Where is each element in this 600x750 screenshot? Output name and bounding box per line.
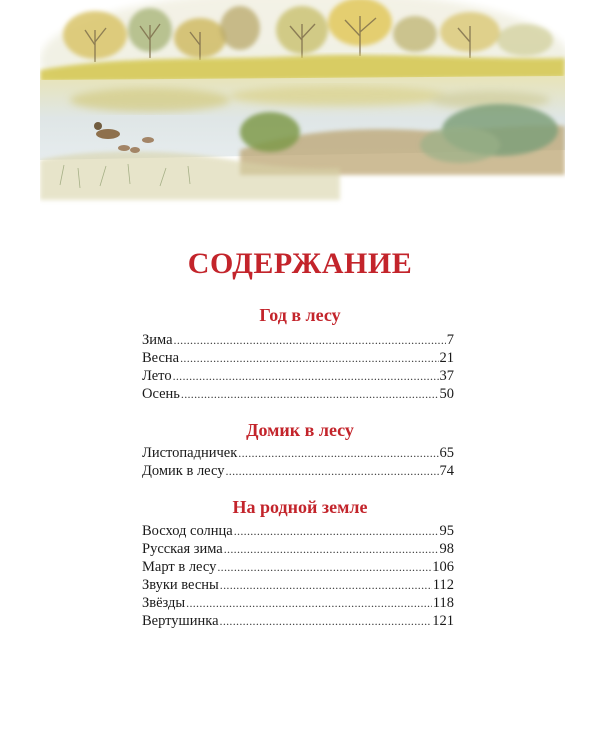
toc-entry-page: 65 <box>439 445 454 461</box>
toc-entry[interactable] <box>142 576 454 594</box>
lake-illustration <box>40 0 565 210</box>
dot-leader <box>238 444 438 462</box>
toc-section-1 <box>142 331 454 403</box>
toc-entry[interactable] <box>142 540 454 558</box>
toc-entry-label: Домик в лесу <box>142 463 225 479</box>
dot-leader <box>173 367 439 385</box>
toc-entry-label: Март в лесу <box>142 559 217 575</box>
toc-entry-label: Весна <box>142 350 180 366</box>
toc-entry[interactable] <box>142 612 454 630</box>
section-title-na-rodnoy-zemle: На родной земле <box>232 497 368 517</box>
toc-entry[interactable] <box>142 349 454 367</box>
toc-entry-page: 121 <box>432 613 454 629</box>
dot-leader <box>174 331 446 349</box>
dot-leader <box>225 462 438 480</box>
dot-leader <box>224 540 439 558</box>
toc-entry-page: 118 <box>432 595 454 611</box>
dot-leader <box>220 612 432 630</box>
toc-entry[interactable] <box>142 367 454 385</box>
toc-entry[interactable] <box>142 385 454 403</box>
toc-entry-label: Лето <box>142 368 172 384</box>
toc-entry-page: 21 <box>439 350 454 366</box>
toc-entry[interactable] <box>142 522 454 540</box>
toc-entry-page: 112 <box>432 577 454 593</box>
toc-section-2 <box>142 444 454 480</box>
toc-entry-label: Восход солнца <box>142 523 233 539</box>
toc-entry-label: Русская зима <box>142 541 223 557</box>
toc-entry[interactable] <box>142 558 454 576</box>
toc-entry-label: Листопадничек <box>142 445 238 461</box>
page-title: СОДЕРЖАНИЕ <box>187 247 413 280</box>
toc-entry-page: 7 <box>446 332 454 348</box>
toc-entry-label: Зима <box>142 332 173 348</box>
dot-leader <box>217 558 431 576</box>
toc-entry-label: Звуки весны <box>142 577 219 593</box>
dot-leader <box>220 576 432 594</box>
dot-leader <box>181 385 439 403</box>
toc-entry-page: 37 <box>439 368 454 384</box>
dot-leader <box>186 594 432 612</box>
toc-entry[interactable] <box>142 444 454 462</box>
toc-entry[interactable] <box>142 594 454 612</box>
toc-entry-page: 95 <box>439 523 454 539</box>
section-title-god-v-lesu: Год в лесу <box>259 305 341 325</box>
dot-leader <box>234 522 439 540</box>
toc-entry-page: 50 <box>439 386 454 402</box>
section-title-domik-v-lesu: Домик в лесу <box>246 420 354 440</box>
toc-entry-page: 74 <box>439 463 454 479</box>
toc-entry-label: Вертушинка <box>142 613 219 629</box>
toc-entry-label: Осень <box>142 386 180 402</box>
toc-entry[interactable] <box>142 462 454 480</box>
dot-leader <box>180 349 438 367</box>
toc-section-3 <box>142 522 454 630</box>
toc-entry-page: 98 <box>439 541 454 557</box>
toc-entry[interactable] <box>142 331 454 349</box>
toc-entry-label: Звёзды <box>142 595 186 611</box>
toc-entry-page: 106 <box>432 559 454 575</box>
